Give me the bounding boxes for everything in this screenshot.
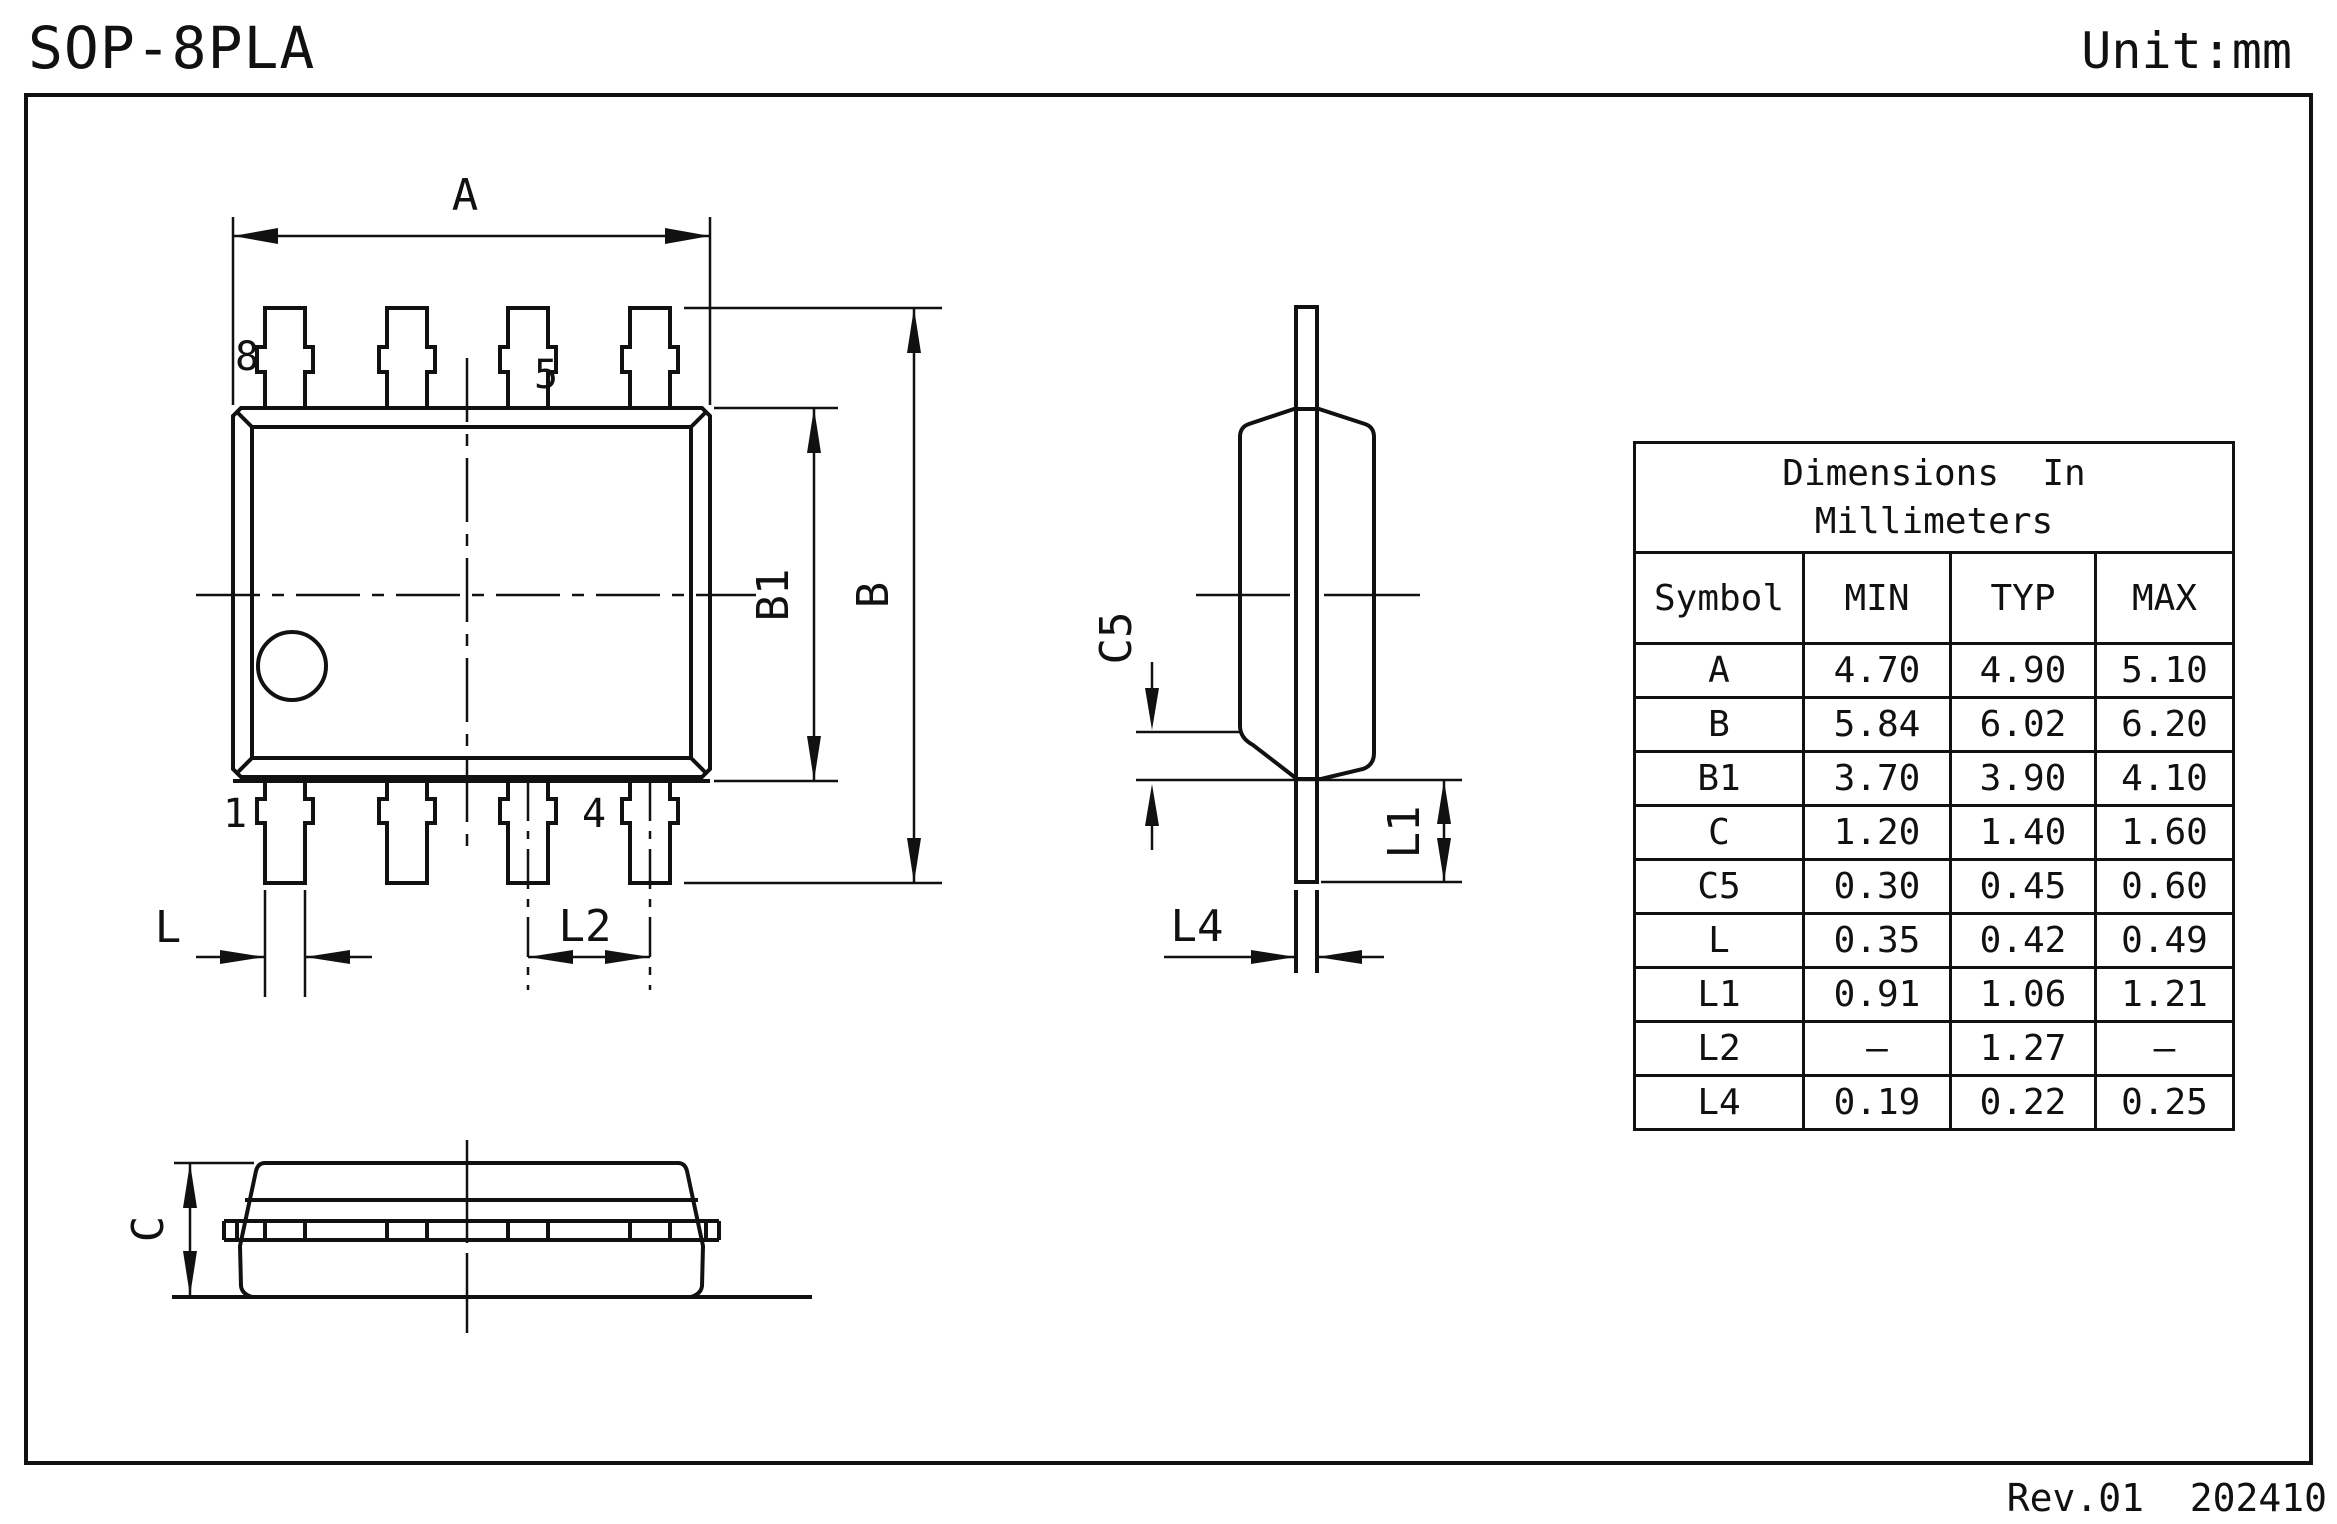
corner-bevel-tr <box>691 412 706 427</box>
cell-max: – <box>2096 1022 2234 1076</box>
cell-symbol: A <box>1635 644 1804 698</box>
table-row <box>1635 644 2234 698</box>
pin-8 <box>257 308 313 408</box>
cell-max: 0.49 <box>2096 914 2234 968</box>
cell-max: 6.20 <box>2096 698 2234 752</box>
table-row <box>1635 968 2234 1022</box>
cell-symbol: B <box>1635 698 1804 752</box>
cell-symbol: C <box>1635 806 1804 860</box>
cell-max: 4.10 <box>2096 752 2234 806</box>
table-row <box>1635 1022 2234 1076</box>
cell-symbol: B1 <box>1635 752 1804 806</box>
label-L4: L4 <box>1170 901 1224 952</box>
cell-min: 5.84 <box>1804 698 1951 752</box>
cell-typ: 0.45 <box>1951 860 2096 914</box>
cell-symbol: C5 <box>1635 860 1804 914</box>
table-title <box>1635 443 2234 553</box>
table-row <box>1635 1076 2234 1130</box>
pin-1 <box>257 781 313 883</box>
label-L1: L1 <box>1379 805 1430 859</box>
cell-symbol: L2 <box>1635 1022 1804 1076</box>
cell-symbol: L4 <box>1635 1076 1804 1130</box>
body-top-surface <box>252 427 691 758</box>
table-row <box>1635 806 2234 860</box>
dimensions-table <box>1633 441 2235 1131</box>
table-row <box>1635 752 2234 806</box>
cell-max: 0.25 <box>2096 1076 2234 1130</box>
cell-symbol: L1 <box>1635 968 1804 1022</box>
pin-number-8: 8 <box>234 334 260 380</box>
table-title-row <box>1635 443 2234 553</box>
cell-typ: 4.90 <box>1951 644 2096 698</box>
table-title-line2: Millimeters <box>1814 500 2054 542</box>
dim-L <box>196 890 372 997</box>
cell-max: 1.21 <box>2096 968 2234 1022</box>
cell-min: – <box>1804 1022 1951 1076</box>
top-view <box>155 170 942 997</box>
label-C5: C5 <box>1091 611 1142 665</box>
col-header-typ: TYP <box>1951 553 2096 644</box>
dim-L4 <box>1164 950 1384 964</box>
cell-min: 0.30 <box>1804 860 1951 914</box>
col-header-min: MIN <box>1804 553 1951 644</box>
revision-label: Rev.01 202410 <box>2006 1476 2327 1520</box>
unit-label: Unit:mm <box>2081 22 2292 80</box>
label-L2: L2 <box>558 901 612 952</box>
table-row <box>1635 698 2234 752</box>
cell-typ: 1.40 <box>1951 806 2096 860</box>
pin-2 <box>379 781 435 883</box>
corner-bevel-tl <box>237 412 252 427</box>
cell-min: 3.70 <box>1804 752 1951 806</box>
pin-7 <box>379 308 435 408</box>
cell-min: 0.35 <box>1804 914 1951 968</box>
cell-max: 5.10 <box>2096 644 2234 698</box>
front-view <box>123 1140 812 1333</box>
cell-typ: 6.02 <box>1951 698 2096 752</box>
cell-typ: 1.06 <box>1951 968 2096 1022</box>
cell-min: 0.19 <box>1804 1076 1951 1130</box>
label-A: A <box>451 170 479 221</box>
pin-number-5: 5 <box>533 352 559 398</box>
side-lead <box>1296 307 1317 882</box>
cell-typ: 0.42 <box>1951 914 2096 968</box>
cell-typ: 3.90 <box>1951 752 2096 806</box>
dim-L2 <box>528 950 650 964</box>
cell-min: 4.70 <box>1804 644 1951 698</box>
dimensions-table-container <box>1633 441 2232 1131</box>
cell-symbol: L <box>1635 914 1804 968</box>
front-lead-strip <box>224 1221 719 1240</box>
table-row <box>1635 914 2234 968</box>
body-outline-outer <box>233 408 710 777</box>
corner-bevel-br <box>691 758 706 773</box>
label-C: C <box>123 1215 174 1243</box>
label-B1: B1 <box>748 568 799 622</box>
table-row <box>1635 860 2234 914</box>
col-header-max: MAX <box>2096 553 2234 644</box>
table-header-row <box>1635 553 2234 644</box>
label-B: B <box>848 581 899 609</box>
cell-min: 0.91 <box>1804 968 1951 1022</box>
cell-max: 0.60 <box>2096 860 2234 914</box>
col-header-symbol: Symbol <box>1635 553 1804 644</box>
corner-bevel-bl <box>237 758 252 773</box>
pin-5 <box>622 308 678 408</box>
pin-number-1: 1 <box>222 791 248 837</box>
cell-typ: 0.22 <box>1951 1076 2096 1130</box>
cell-typ: 1.27 <box>1951 1022 2096 1076</box>
pin1-indicator-circle <box>258 632 326 700</box>
package-title: SOP-8PLA <box>28 14 316 82</box>
cell-min: 1.20 <box>1804 806 1951 860</box>
front-body <box>240 1163 703 1297</box>
label-L: L <box>154 902 182 953</box>
table-title-line1: Dimensions In <box>1782 452 2086 494</box>
pin-number-4: 4 <box>581 791 607 837</box>
cell-max: 1.60 <box>2096 806 2234 860</box>
side-view <box>1091 307 1462 973</box>
